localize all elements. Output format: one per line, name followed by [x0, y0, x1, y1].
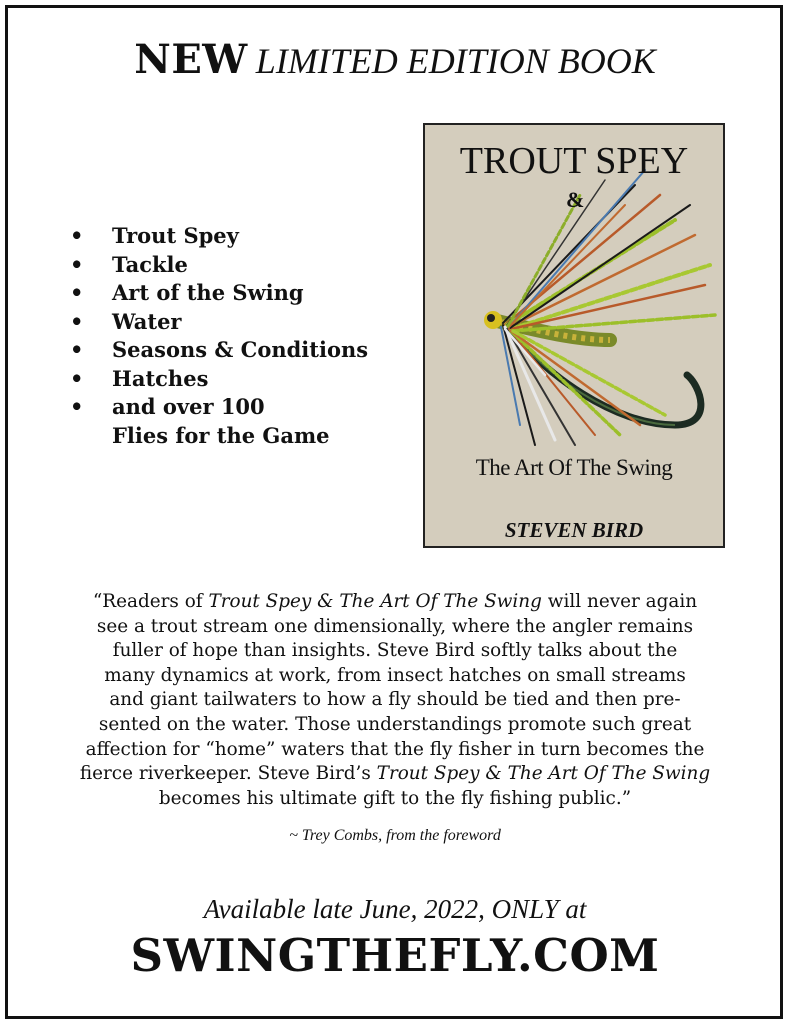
topic-label: Seasons & Conditions: [112, 337, 369, 362]
book-title-reference: Trout Spey & The Art Of The Swing: [376, 763, 711, 785]
quote-line: [36, 688, 754, 713]
headline: [0, 36, 790, 83]
topic-label: Flies for the Game: [112, 422, 330, 448]
website-link[interactable]: SWINGTHEFLY.COM: [130, 929, 660, 982]
quote-text: fierce riverkeeper. Steve Bird’s: [79, 763, 377, 785]
quote-text: affection for “home” waters that the fly fisher in turn becomes the: [85, 738, 705, 760]
bullet-dot: •: [70, 365, 84, 391]
bullet-dot: •: [70, 308, 84, 334]
quote-text: “Readers of: [92, 591, 209, 612]
quote-line: [36, 713, 754, 738]
quote-attribution: ~ Trey Combs, from the foreword: [289, 827, 501, 844]
quote-line: [36, 590, 754, 615]
topic-label: Tackle: [112, 251, 188, 277]
headline-new: NEW: [134, 36, 248, 83]
quote-text: see a trout stream one dimensionally, where the angler remains: [96, 615, 694, 637]
bullet-dot: •: [70, 280, 84, 305]
topic-list-item: [70, 222, 368, 251]
quote-text: fuller of hope than insights. Steve Bird softly talks about the: [112, 640, 678, 662]
topic-list-item: [70, 308, 368, 337]
quote-text: will never again: [541, 591, 698, 612]
topic-list-item: [70, 251, 368, 280]
quote-line: [36, 639, 754, 664]
topic-label: Trout Spey: [112, 223, 239, 248]
topic-list-item: [70, 279, 368, 308]
quote-text: and giant tailwaters to how a fly should be tied and then pre-: [109, 689, 681, 711]
bullet-dot: •: [70, 251, 84, 277]
foreword-quote: [36, 590, 754, 811]
bullet-dot: •: [70, 337, 84, 362]
quote-text: sented on the water. Those understandings promote such great: [98, 713, 692, 735]
cover-ampersand: &: [566, 187, 585, 212]
bullet-dot: •: [70, 394, 84, 419]
topic-label: and over 100: [112, 394, 265, 419]
topic-label: Art of the Swing: [112, 280, 304, 305]
topic-list-item: [70, 393, 368, 450]
quote-text: many dynamics at work, from insect hatches on small streams: [104, 664, 686, 686]
cover-title: TROUT SPEY: [459, 140, 689, 182]
quote-line: [36, 762, 754, 787]
topic-label: Water: [112, 308, 182, 334]
book-cover: [423, 123, 725, 548]
quote-line: [36, 787, 754, 812]
quote-text: becomes his ultimate gift to the fly fishing public.”: [158, 787, 632, 809]
topic-list: [70, 222, 368, 450]
book-title-reference: Trout Spey & The Art Of The Swing: [208, 591, 542, 612]
cover-subtitle: The Art Of The Swing: [475, 455, 673, 480]
cover-author: STEVEN BIRD: [504, 518, 644, 542]
bullet-dot: •: [70, 223, 84, 248]
quote-line: [36, 615, 754, 640]
topic-list-item: [70, 365, 368, 394]
quote-line: [36, 738, 754, 763]
quote-line: [36, 664, 754, 689]
topic-list-item: [70, 336, 368, 365]
availability-text: Available late June, 2022, ONLY at: [203, 894, 587, 924]
headline-limited-edition: LIMITED EDITION BOOK: [255, 41, 656, 81]
topic-label: Hatches: [112, 365, 209, 391]
